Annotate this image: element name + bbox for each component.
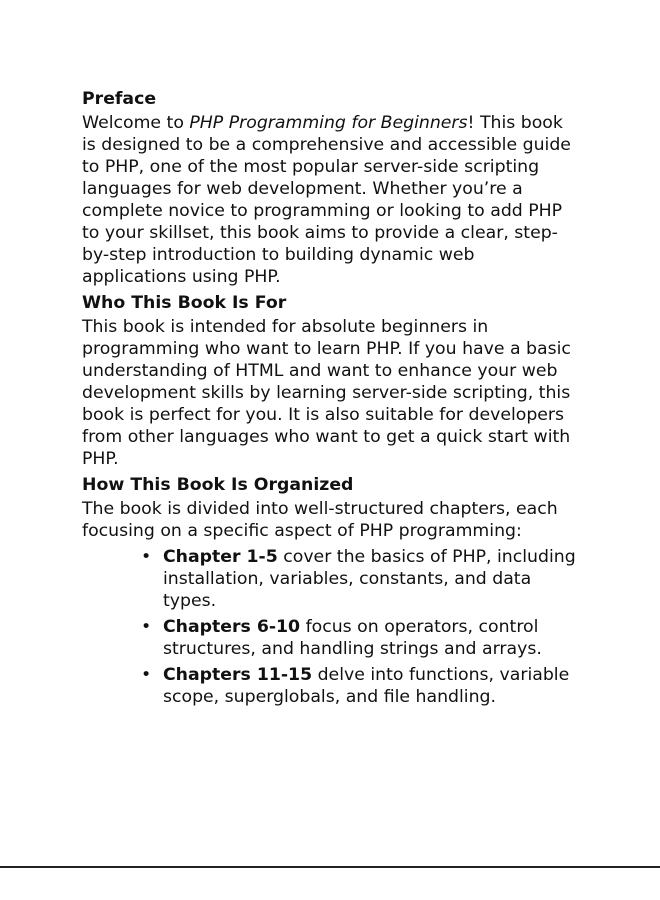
- bullet-icon: •: [141, 665, 152, 685]
- organization-heading: How This Book Is Organized: [82, 475, 354, 495]
- book-title: PHP Programming for Beginners: [189, 113, 468, 133]
- page-content: [82, 88, 582, 712]
- page-bottom-rule: [0, 866, 660, 868]
- chapter-range: Chapters 11-15: [163, 665, 313, 685]
- bullet-icon: •: [141, 547, 152, 567]
- preface-paragraph: [82, 112, 582, 288]
- chapter-range: Chapter 1-5: [163, 547, 278, 567]
- list-item: [141, 664, 582, 708]
- chapter-description: delve into functions, variable scope, superglobals, and file handling.: [163, 665, 570, 707]
- list-item: [141, 546, 582, 612]
- preface-intro-suffix: ! This book is designed to be a comprehensive and accessible guide to PHP, one of the most popular server-side scripting languages for web development. Whether you’re a complete novice to programming or looking to add PHP to your skillset, this book aims to provide a clear, step-by-step introduction to building dynamic web applications using PHP.: [82, 113, 571, 287]
- preface-heading: Preface: [82, 89, 157, 109]
- chapter-description: cover the basics of PHP, including installation, variables, constants, and data types.: [163, 547, 576, 611]
- chapter-list: [82, 546, 582, 708]
- organization-paragraph: The book is divided into well-structured chapters, each focusing on a specific aspect of PHP programming:: [82, 499, 558, 541]
- preface-intro-prefix: Welcome to: [82, 113, 190, 133]
- chapter-description: focus on operators, control structures, and handling strings and arrays.: [163, 617, 542, 659]
- chapter-range: Chapters 6-10: [163, 617, 301, 637]
- list-item: [141, 616, 582, 660]
- audience-paragraph: This book is intended for absolute beginners in programming who want to learn PHP. If you have a basic understanding of HTML and want to enhance your web development skills by learning server-side scripting, this book is perfect for you. It is also suitable for developers from other languages who want to get a quick start with PHP.: [82, 317, 571, 469]
- bullet-icon: •: [141, 617, 152, 637]
- audience-heading: Who This Book Is For: [82, 293, 287, 313]
